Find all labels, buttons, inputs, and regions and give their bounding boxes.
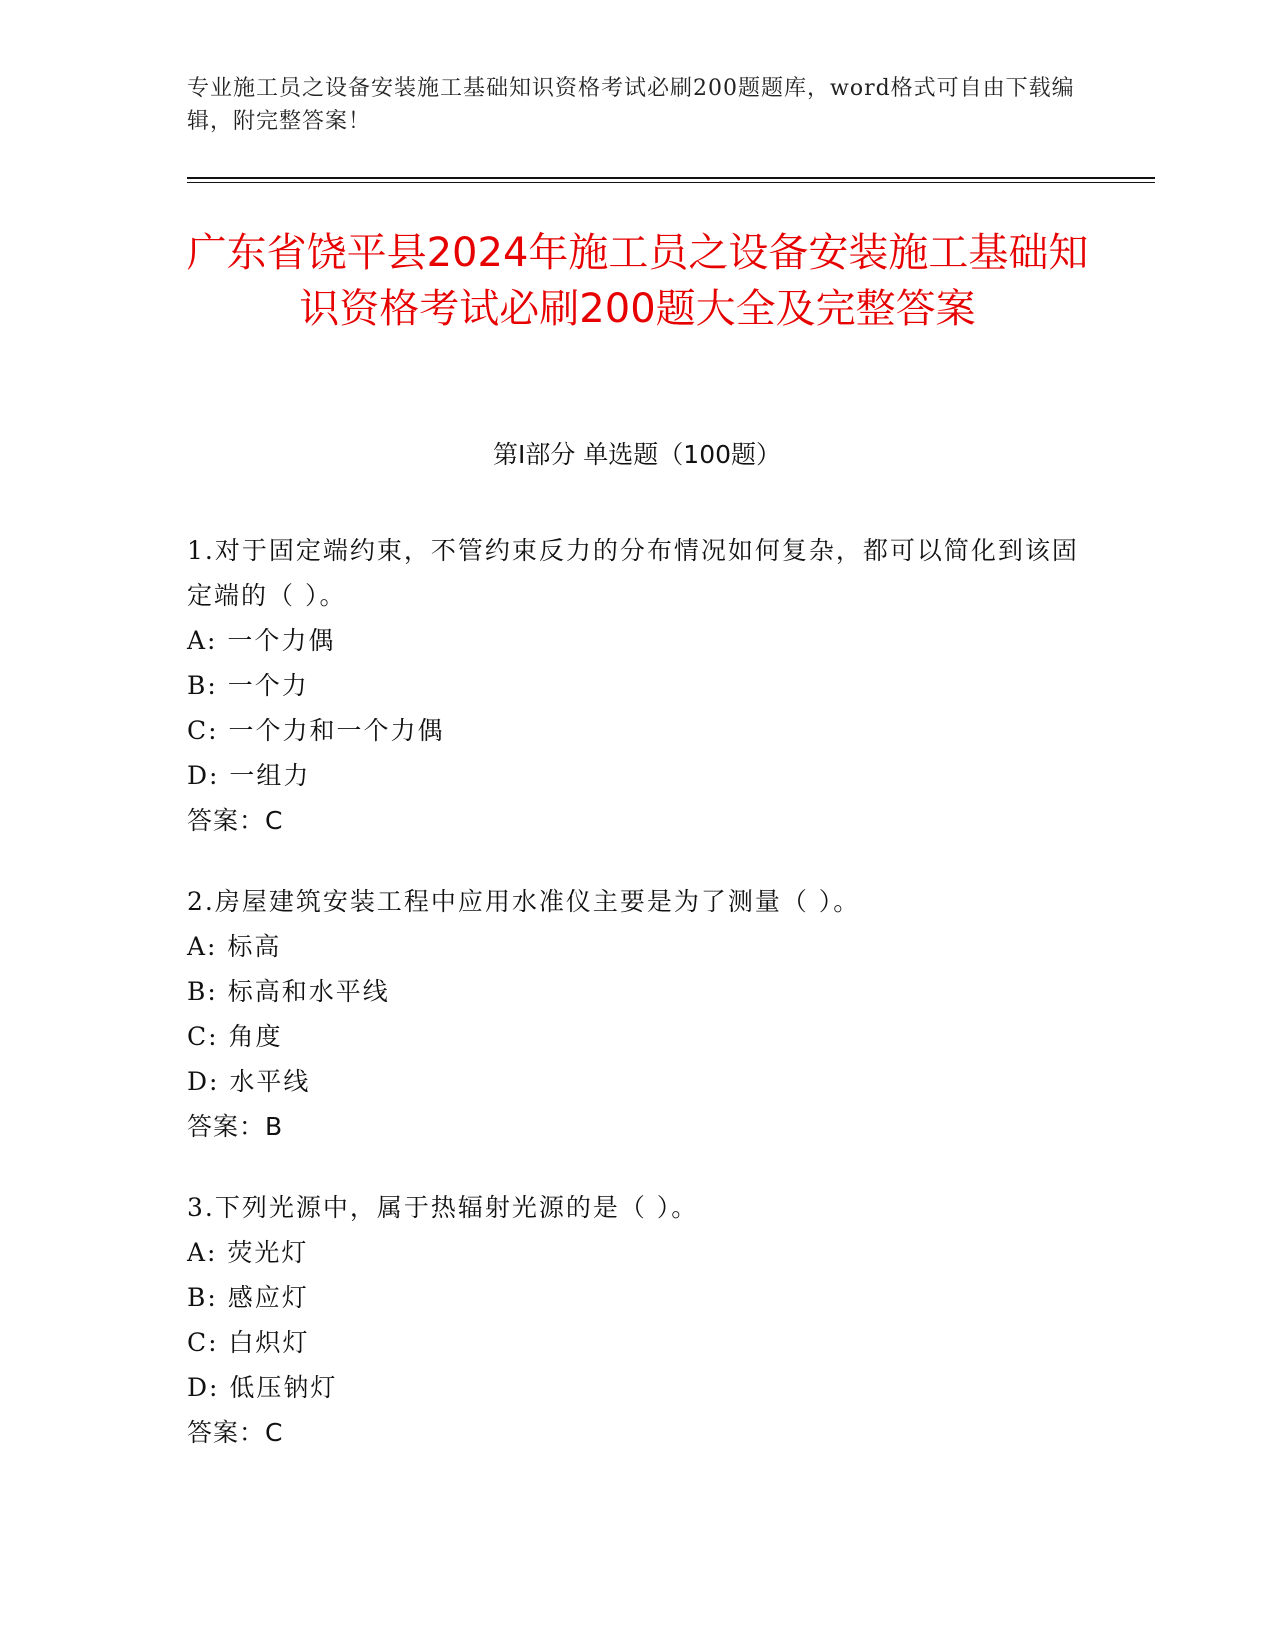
option-b: B: 一个力 [187, 671, 309, 700]
document-title: 广东省饶平县2024年施工员之设备安装施工基础知识资格考试必刷200题大全及完整答案 [186, 230, 1089, 332]
question-stem: 3.下列光源中，属于热辐射光源的是（ ）。 [187, 1193, 699, 1222]
option-a: A: 一个力偶 [187, 626, 336, 655]
option-b: B: 标高和水平线 [187, 977, 390, 1006]
question-stem: 1.对于固定端约束，不管约束反力的分布情况如何复杂，都可以简化到该固定端的（ ）。 [187, 536, 1079, 610]
option-c: C: 角度 [187, 1022, 283, 1051]
header-rule-thick [187, 177, 1155, 179]
option-c: C: 一个力和一个力偶 [187, 716, 445, 745]
header-rule-thin [187, 182, 1155, 183]
answer-line: 答案：C [187, 1418, 284, 1447]
option-a: A: 标高 [187, 932, 282, 961]
option-b: B: 感应灯 [187, 1283, 309, 1312]
answer-line: 答案：C [187, 806, 284, 835]
option-a: A: 荧光灯 [187, 1238, 309, 1267]
option-c: C: 白炽灯 [187, 1328, 310, 1357]
question-1 [187, 528, 1087, 843]
option-d: D: 水平线 [187, 1067, 311, 1096]
question-stem: 2.房屋建筑安装工程中应用水准仪主要是为了测量（ ）。 [187, 887, 861, 916]
answer-line: 答案：B [187, 1112, 284, 1141]
question-list [187, 528, 1087, 1491]
header-note: 专业施工员之设备安装施工基础知识资格考试必刷200题题库，word格式可自由下载编辑，附完整答案！ [187, 76, 1075, 134]
question-3 [187, 1185, 1087, 1455]
question-2 [187, 879, 1087, 1149]
option-d: D: 一组力 [187, 761, 311, 790]
option-d: D: 低压钠灯 [187, 1373, 338, 1402]
section-heading: 第Ⅰ部分 单选题（100题） [492, 440, 782, 469]
